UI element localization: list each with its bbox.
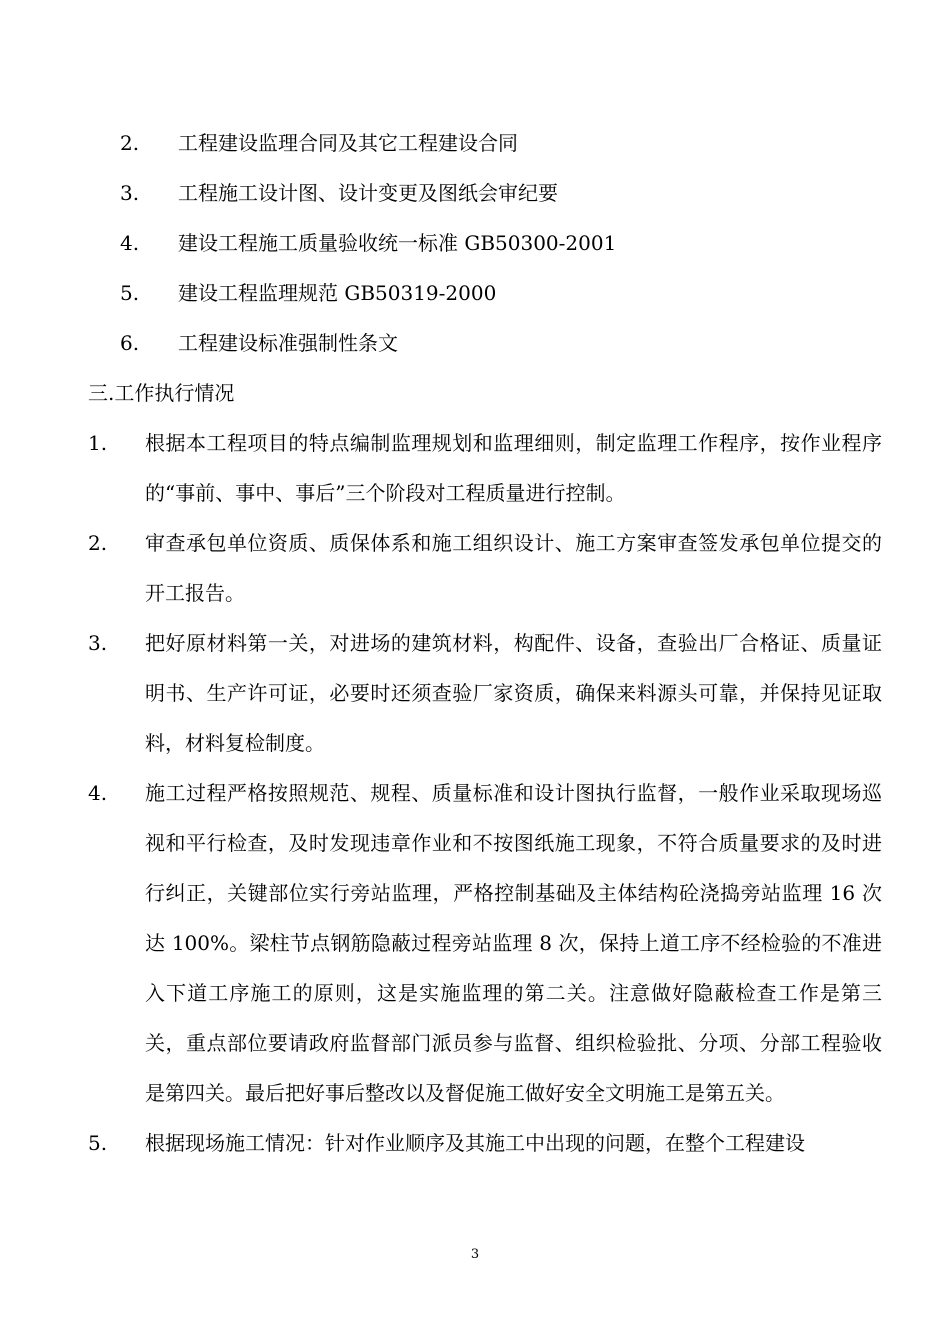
list-item (0, 318, 950, 368)
list-item-text: 建设工程施工质量验收统一标准 GB50300-2001 (178, 231, 617, 255)
list-item-text: 工程施工设计图、设计变更及图纸会审纪要 (178, 181, 558, 205)
list-item (0, 168, 950, 218)
list-item (0, 418, 950, 518)
list-item-text: 施工过程严格按照规范、规程、质量标准和设计图执行监督，一般作业采取现场巡视和平行检查，及时发现违章作业和不按图纸施工现象，不符合质量要求的及时进行纠正，关键部位实行旁站监理，严格控制基础及主体结构砼浇捣旁站监理 16 次达 100%。梁柱节点钢筋隐蔽过程旁站监理 8 次，保持上道工序不经检验的不准进入下道工序施工的原则，这是实施监理的第二关。注意做好隐蔽检查工作是第三关，重点部位要请政府监督部门派员参与监督、组织检验批、分项、分部工程验收是第四关。最后把好事后整改以及督促施工做好安全文明施工是第五关。 (145, 781, 882, 1105)
list-item (0, 1118, 950, 1168)
list-item-text: 审查承包单位资质、质保体系和施工组织设计、施工方案审查签发承包单位提交的开工报告。 (145, 531, 882, 605)
list-item-text: 建设工程监理规范 GB50319-2000 (178, 281, 497, 305)
list-item (0, 518, 950, 618)
list-item-number: 6. (120, 331, 140, 355)
list-item-number: 3. (88, 631, 108, 655)
list-item-number: 4. (120, 231, 140, 255)
list-item-number: 3. (120, 181, 140, 205)
list-item-number: 4. (88, 781, 108, 805)
list-item (0, 268, 950, 318)
list-item-number: 2. (88, 531, 108, 555)
list-item-text: 工程建设标准强制性条文 (178, 331, 398, 355)
list-item-number: 2. (120, 131, 140, 155)
execution-list (0, 418, 950, 1168)
list-item (0, 118, 950, 168)
list-item (0, 768, 950, 1118)
list-item-text: 把好原材料第一关，对进场的建筑材料，构配件、设备，查验出厂合格证、质量证明书、生产许可证，必要时还须查验厂家资质，确保来料源头可靠，并保持见证取料，材料复检制度。 (145, 631, 882, 755)
list-item-text: 工程建设监理合同及其它工程建设合同 (178, 131, 518, 155)
section-heading: 三.工作执行情况 (88, 381, 235, 405)
list-item (0, 618, 950, 768)
page-number: 3 (470, 1247, 480, 1262)
list-item-number: 5. (120, 281, 140, 305)
list-item-number: 5. (88, 1131, 108, 1155)
list-item-number: 1. (88, 431, 108, 455)
list-item-text: 根据本工程项目的特点编制监理规划和监理细则，制定监理工作程序，按作业程序的“事前、事中、事后”三个阶段对工程质量进行控制。 (145, 431, 882, 505)
list-item (0, 218, 950, 268)
list-item-text: 根据现场施工情况：针对作业顺序及其施工中出现的问题，在整个工程建设 (145, 1131, 805, 1155)
basis-list (0, 118, 950, 368)
